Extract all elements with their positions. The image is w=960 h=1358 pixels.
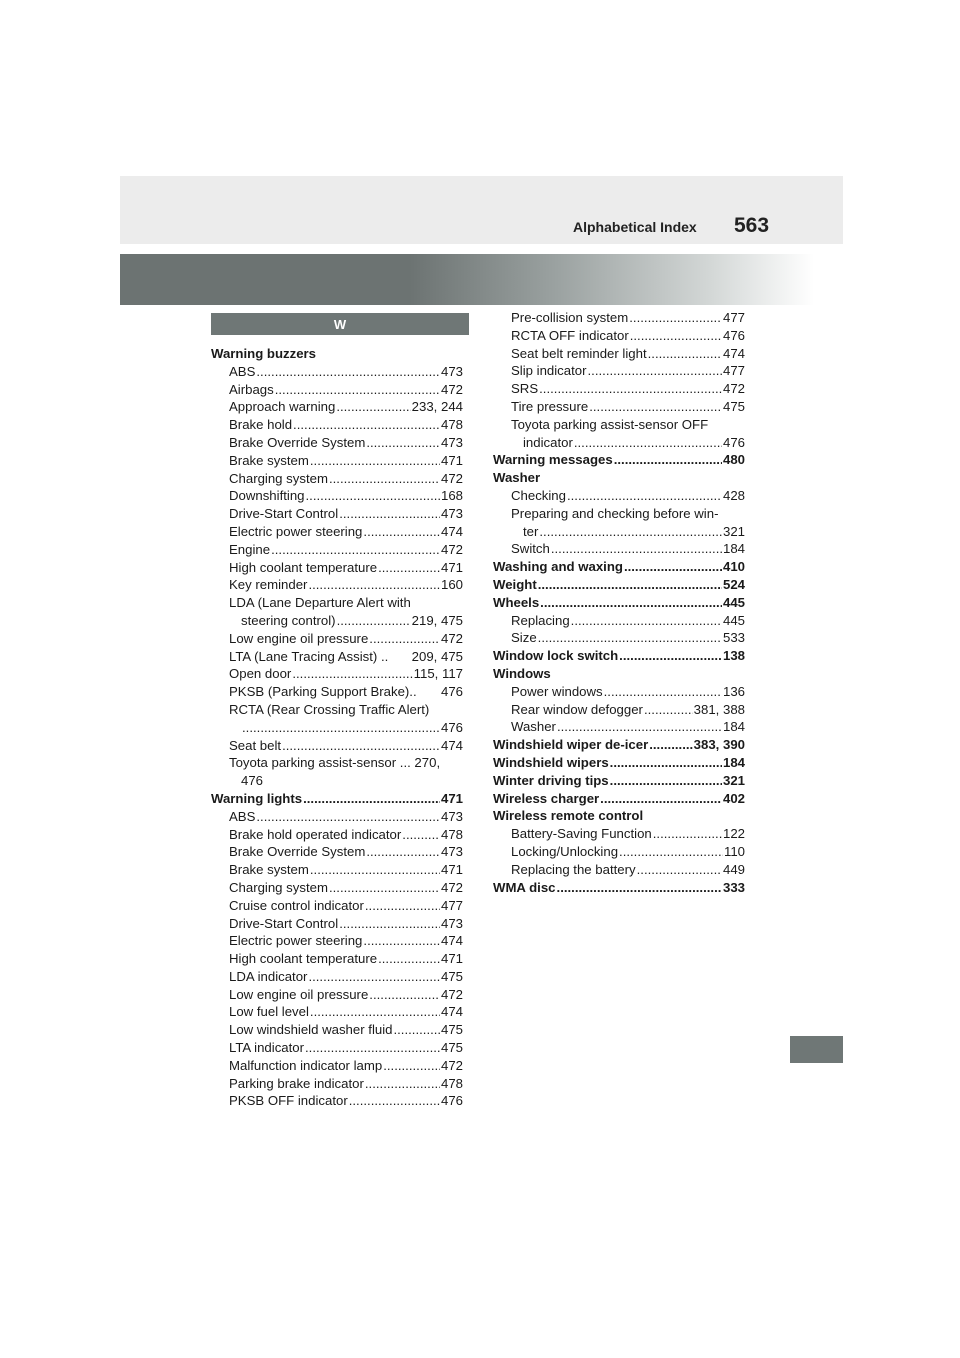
index-page-ref[interactable]: 480 <box>722 452 745 468</box>
index-subentry <box>493 629 745 647</box>
index-entry-text: indicator <box>523 434 573 450</box>
index-subentry <box>211 523 463 541</box>
index-entry-text: Cruise control indicator <box>229 897 364 913</box>
index-subentry <box>211 1075 463 1093</box>
dot-leader <box>293 416 440 434</box>
dot-leader <box>557 879 722 897</box>
index-subentry <box>211 843 463 861</box>
index-entry-text: Charging system <box>229 470 328 486</box>
index-entry-text: Wireless remote control <box>493 808 644 824</box>
index-subentry <box>211 915 463 933</box>
index-entry-text: RCTA OFF indicator <box>511 327 629 343</box>
index-entry-text: ABS <box>229 808 256 824</box>
index-subentry <box>211 648 463 666</box>
index-entry-text: Tire pressure <box>511 398 589 414</box>
index-subentry <box>211 719 463 737</box>
index-entry-text: Winter driving tips <box>493 772 609 788</box>
dot-leader <box>336 398 410 416</box>
index-subentry <box>211 452 463 470</box>
index-page-ref[interactable]: 476 <box>722 434 745 450</box>
index-entry <box>493 469 745 487</box>
index-subentry <box>493 861 745 879</box>
index-entry-text: Wheels <box>493 594 540 610</box>
index-entry-text: Brake system <box>229 452 309 468</box>
index-subentry <box>211 986 463 1004</box>
dot-leader <box>292 665 412 683</box>
index-entry <box>493 807 745 825</box>
index-entry-text: Switch <box>511 541 550 557</box>
index-page-ref[interactable]: 168 <box>440 488 463 504</box>
index-entry-text: Replacing <box>511 612 570 628</box>
index-page-ref[interactable]: 476 <box>722 327 745 343</box>
index-subentry <box>493 683 745 701</box>
index-page-ref[interactable]: 321 <box>722 523 745 539</box>
index-entry-text: Brake system <box>229 862 309 878</box>
index-entry-text: Window lock switch <box>493 648 619 664</box>
index-subentry <box>493 825 745 843</box>
dot-leader <box>271 541 440 559</box>
index-subentry <box>211 1003 463 1021</box>
dot-leader <box>339 505 440 523</box>
index-entry <box>493 665 745 683</box>
dot-leader <box>629 309 722 327</box>
index-page-ref[interactable]: 233, 244 <box>411 399 463 415</box>
dot-leader <box>365 1075 440 1093</box>
index-page-ref[interactable]: 473 <box>440 363 463 379</box>
dot-leader <box>619 647 722 665</box>
index-entry-text: Slip indicator <box>511 363 587 379</box>
dot-leader <box>571 612 722 630</box>
index-page-ref[interactable]: 381, 388 <box>693 701 745 717</box>
index-subentry <box>493 434 745 452</box>
dot-leader <box>630 327 722 345</box>
dot-leader <box>538 629 722 647</box>
index-entry-text: Size <box>511 630 537 646</box>
index-entry <box>493 558 745 576</box>
dot-leader <box>557 718 722 736</box>
index-subentry <box>493 309 745 327</box>
index-entry-text: Weight <box>493 576 537 592</box>
dot-leader <box>574 434 722 452</box>
dot-leader <box>378 559 440 577</box>
index-subentry <box>211 363 463 381</box>
index-page-ref[interactable]: 477 <box>722 363 745 379</box>
index-entry-text: Warning lights <box>211 790 303 806</box>
dot-leader <box>329 470 440 488</box>
index-page-ref[interactable]: 476 <box>440 684 463 700</box>
index-page-ref[interactable]: 110 <box>723 843 745 859</box>
index-page-ref[interactable]: 476 <box>440 719 463 735</box>
dot-leader <box>378 950 440 968</box>
index-page-ref[interactable]: 136 <box>722 683 745 699</box>
index-entry-text: Low fuel level <box>229 1004 309 1020</box>
index-subentry <box>493 843 745 861</box>
index-entry-text: ABS <box>229 363 256 379</box>
index-entry-text: LDA indicator <box>229 968 308 984</box>
index-subentry <box>211 701 463 719</box>
index-page-ref[interactable]: 475 <box>440 968 463 984</box>
index-entry-text: Low engine oil pressure <box>229 986 369 1002</box>
index-page-ref[interactable]: 473 <box>440 506 463 522</box>
dot-leader <box>551 540 722 558</box>
index-page-ref[interactable]: 478 <box>440 417 463 433</box>
dot-leader <box>282 737 440 755</box>
index-subentry <box>493 718 745 736</box>
index-entry-text: Downshifting <box>229 488 305 504</box>
index-entry-text: Low windshield washer fluid <box>229 1022 393 1038</box>
index-page-ref[interactable]: 138 <box>722 648 745 664</box>
index-entry-text: Toyota parking assist-sensor ... 270, <box>229 755 441 771</box>
index-subentry <box>493 327 745 345</box>
index-subentry <box>211 630 463 648</box>
index-entry-text: Windshield wipers <box>493 754 609 770</box>
dot-leader <box>644 701 693 719</box>
index-page-ref[interactable]: 475 <box>440 1040 463 1056</box>
index-entry-text: PKSB OFF indicator <box>229 1093 348 1109</box>
index-entry-text: Brake Override System <box>229 434 366 450</box>
index-page-ref[interactable]: 472 <box>440 1057 463 1073</box>
dot-leader <box>604 683 722 701</box>
index-entry-text: Open door <box>229 666 292 682</box>
index-entry-text: LTA (Lane Tracing Assist) .. <box>229 648 389 664</box>
index-subentry <box>211 683 463 701</box>
index-page-ref[interactable]: 474 <box>440 933 463 949</box>
dot-leader <box>306 487 440 505</box>
index-entry-text: PKSB (Parking Support Brake).. <box>229 684 417 700</box>
index-entry-text: Charging system <box>229 879 328 895</box>
dot-leader <box>600 790 722 808</box>
index-column-left <box>211 345 463 1110</box>
dot-leader <box>365 897 440 915</box>
dot-leader <box>366 843 440 861</box>
page-header-title: Alphabetical Index <box>573 219 697 235</box>
index-page-ref[interactable]: 524 <box>722 576 745 592</box>
index-page-ref[interactable]: 115, 117 <box>413 666 463 682</box>
index-entry-text: Electric power steering <box>229 523 363 539</box>
index-entry-text: Low engine oil pressure <box>229 630 369 646</box>
index-entry-text: Brake hold operated indicator <box>229 826 402 842</box>
index-page-ref[interactable]: 472 <box>440 541 463 557</box>
index-subentry <box>211 559 463 577</box>
index-entry <box>211 345 463 363</box>
index-subentry <box>211 879 463 897</box>
index-subentry <box>211 594 463 612</box>
index-entry-text: Engine <box>229 541 271 557</box>
index-subentry <box>211 826 463 844</box>
index-page-ref[interactable]: 478 <box>440 1075 463 1091</box>
index-page-ref[interactable]: 184 <box>722 719 745 735</box>
dot-leader <box>363 523 440 541</box>
index-entry-text: High coolant temperature <box>229 559 378 575</box>
index-entry-text: Power windows <box>511 683 603 699</box>
dot-leader <box>610 772 722 790</box>
index-subentry <box>211 754 463 772</box>
index-subentry <box>493 612 745 630</box>
index-entry-text: Seat belt <box>229 737 282 753</box>
index-page-ref[interactable]: 472 <box>440 630 463 646</box>
index-entry-text: Electric power steering <box>229 933 363 949</box>
dot-leader <box>624 558 722 576</box>
index-entry-text: Washer <box>511 719 556 735</box>
index-subentry <box>211 541 463 559</box>
index-subentry <box>211 861 463 879</box>
index-page-ref[interactable]: 472 <box>440 879 463 895</box>
index-subentry <box>493 380 745 398</box>
index-page-ref[interactable]: 471 <box>440 951 463 967</box>
index-page-ref[interactable]: 475 <box>440 1022 463 1038</box>
index-page-ref[interactable]: 474 <box>440 1004 463 1020</box>
index-entry-text: LDA (Lane Departure Alert with <box>229 595 411 611</box>
index-entry-text: Toyota parking assist-sensor OFF <box>511 416 709 432</box>
index-page-ref[interactable]: 476 <box>440 1093 463 1109</box>
index-page-ref[interactable]: 473 <box>440 434 463 450</box>
index-entry-text: Key reminder <box>229 577 308 593</box>
index-entry-text: Brake hold <box>229 417 293 433</box>
dot-leader <box>310 861 440 879</box>
dot-leader <box>393 1021 440 1039</box>
dot-leader <box>567 487 722 505</box>
index-page-ref[interactable]: 184 <box>722 541 745 557</box>
dot-leader <box>589 398 722 416</box>
index-subentry <box>211 381 463 399</box>
index-page-ref[interactable]: 160 <box>440 577 463 593</box>
index-entry <box>493 736 745 754</box>
index-page-ref[interactable]: 471 <box>440 862 463 878</box>
index-subentry <box>493 540 745 558</box>
index-subentry <box>211 1092 463 1110</box>
dot-leader <box>619 843 723 861</box>
dot-leader <box>308 968 440 986</box>
dot-leader <box>610 754 722 772</box>
index-subentry <box>211 1057 463 1075</box>
index-subentry <box>211 1039 463 1057</box>
index-entry-text: High coolant temperature <box>229 951 378 967</box>
index-entry-text: Washing and waxing <box>493 559 623 575</box>
index-entry <box>493 576 745 594</box>
index-page-ref[interactable]: 209, 475 <box>411 648 463 664</box>
index-entry-text: Approach warning <box>229 399 336 415</box>
index-page-ref[interactable]: 477 <box>722 310 745 325</box>
dot-leader <box>337 612 411 630</box>
dot-leader <box>653 825 722 843</box>
dot-leader <box>305 1039 440 1057</box>
dot-leader <box>310 1003 440 1021</box>
chapter-tab[interactable] <box>790 1036 843 1063</box>
dot-leader <box>538 576 722 594</box>
index-subentry <box>493 362 745 380</box>
index-entry-text: Pre-collision system <box>511 310 629 325</box>
index-entry-text: Malfunction indicator lamp <box>229 1057 383 1073</box>
dot-leader <box>349 1092 440 1110</box>
index-entry <box>493 594 745 612</box>
index-entry-text: Checking <box>511 487 566 503</box>
index-entry-text: Rear window defogger <box>511 701 643 717</box>
index-page-ref[interactable]: 472 <box>440 986 463 1002</box>
dot-leader <box>402 826 440 844</box>
dot-leader <box>275 381 440 399</box>
index-entry-text: Warning buzzers <box>211 346 317 361</box>
index-subentry <box>211 665 463 683</box>
index-entry-text: LTA indicator <box>229 1040 305 1056</box>
index-page-ref[interactable]: 475 <box>722 398 745 414</box>
index-subentry <box>493 701 745 719</box>
index-entry-text: Windows <box>493 665 551 681</box>
index-entry-text: Airbags <box>229 381 274 397</box>
index-subentry <box>211 487 463 505</box>
index-subentry <box>211 772 463 790</box>
index-entry-text: Parking brake indicator <box>229 1075 364 1091</box>
index-page-ref[interactable]: 333 <box>722 879 745 895</box>
dot-leader <box>366 434 440 452</box>
dot-leader <box>339 915 440 933</box>
index-entry <box>493 754 745 772</box>
index-subentry <box>211 1021 463 1039</box>
dot-leader <box>308 576 440 594</box>
dot-leader <box>648 345 722 363</box>
index-subentry <box>493 416 745 434</box>
dot-leader <box>310 452 440 470</box>
index-subentry <box>211 434 463 452</box>
index-page-ref[interactable]: 474 <box>440 737 463 753</box>
index-page-ref[interactable]: 474 <box>440 523 463 539</box>
index-entry-text: SRS <box>511 381 539 397</box>
index-subentry <box>211 932 463 950</box>
index-entry <box>211 790 463 808</box>
index-page-ref[interactable]: 478 <box>440 826 463 842</box>
index-entry <box>493 451 745 469</box>
index-entry-text: Wireless charger <box>493 790 600 806</box>
index-entry-text: Drive-Start Control <box>229 506 339 522</box>
index-column-right <box>493 309 745 896</box>
index-subentry <box>493 345 745 363</box>
index-subentry <box>211 470 463 488</box>
index-entry-text: Seat belt reminder light <box>511 345 647 361</box>
index-page-ref[interactable]: 473 <box>440 808 463 824</box>
index-page-ref[interactable]: 321 <box>722 772 745 788</box>
index-entry <box>493 647 745 665</box>
index-subentry <box>211 398 463 416</box>
dot-leader <box>614 451 722 469</box>
index-page-ref[interactable]: 533 <box>722 630 745 646</box>
dot-leader <box>540 594 722 612</box>
dot-leader <box>256 363 440 381</box>
dot-leader <box>363 932 440 950</box>
index-subentry <box>211 950 463 968</box>
index-page-ref[interactable]: 474 <box>722 345 745 361</box>
dot-leader <box>649 736 692 754</box>
dot-leader <box>303 790 440 808</box>
index-page-ref[interactable]: 383, 390 <box>693 737 745 753</box>
index-page-ref[interactable]: 219, 475 <box>411 612 463 628</box>
index-subentry <box>211 505 463 523</box>
dot-leader <box>242 719 440 737</box>
index-page-ref[interactable]: 471 <box>440 559 463 575</box>
index-page-ref[interactable]: 472 <box>440 381 463 397</box>
index-page-ref[interactable]: 445 <box>722 612 745 628</box>
dot-leader <box>383 1057 440 1075</box>
index-subentry <box>493 523 745 541</box>
index-entry-text: Replacing the battery <box>511 861 636 877</box>
index-subentry <box>211 612 463 630</box>
index-entry <box>493 790 745 808</box>
index-page-ref[interactable]: 473 <box>440 915 463 931</box>
index-page-ref[interactable]: 471 <box>440 790 463 806</box>
dot-leader <box>369 986 440 1004</box>
index-entry-text: Locking/Unlocking <box>511 843 619 859</box>
index-entry-text: 476 <box>241 773 264 789</box>
index-entry-text: Drive-Start Control <box>229 915 339 931</box>
index-entry-text: Preparing and checking before win- <box>511 505 719 521</box>
decorative-gradient-bar <box>120 254 843 305</box>
index-page-ref[interactable]: 472 <box>440 470 463 486</box>
index-entry <box>493 879 745 897</box>
index-page-ref[interactable]: 477 <box>440 897 463 913</box>
index-entry-text: WMA disc <box>493 879 556 895</box>
index-page-ref[interactable]: 184 <box>722 754 745 770</box>
index-subentry <box>493 487 745 505</box>
index-entry-text: Windshield wiper de-icer <box>493 737 649 753</box>
index-page-ref[interactable]: 471 <box>440 452 463 468</box>
index-subentry <box>493 505 745 523</box>
index-subentry <box>211 808 463 826</box>
dot-leader <box>539 523 722 541</box>
index-page-ref[interactable]: 428 <box>722 487 745 503</box>
page-number: 563 <box>734 214 770 237</box>
dot-leader <box>539 380 722 398</box>
index-entry-text: Brake Override System <box>229 844 366 860</box>
index-entry-text: Battery-Saving Function <box>511 826 652 842</box>
dot-leader <box>637 861 722 879</box>
index-page-ref[interactable]: 445 <box>722 594 745 610</box>
index-page-ref[interactable]: 122 <box>722 826 745 842</box>
index-subentry <box>211 737 463 755</box>
index-page-ref[interactable]: 410 <box>722 559 745 575</box>
dot-leader <box>588 362 722 380</box>
index-entry-text: Warning messages <box>493 452 613 468</box>
index-entry-text: ter <box>523 523 539 539</box>
index-page-ref[interactable]: 473 <box>440 844 463 860</box>
section-letter-heading: W <box>211 313 469 335</box>
dot-leader <box>329 879 440 897</box>
index-subentry <box>211 968 463 986</box>
index-subentry <box>211 576 463 594</box>
index-page-ref[interactable]: 402 <box>722 790 745 806</box>
index-subentry <box>211 897 463 915</box>
index-entry-text: Washer <box>493 470 541 486</box>
index-entry <box>493 772 745 790</box>
dot-leader <box>369 630 440 648</box>
index-page-ref[interactable]: 449 <box>722 861 745 877</box>
index-subentry <box>211 416 463 434</box>
index-subentry <box>493 398 745 416</box>
dot-leader <box>256 808 440 826</box>
index-entry-text: RCTA (Rear Crossing Traffic Alert) <box>229 701 430 717</box>
index-entry-text: steering control) <box>241 612 336 628</box>
index-page-ref[interactable]: 472 <box>722 381 745 397</box>
